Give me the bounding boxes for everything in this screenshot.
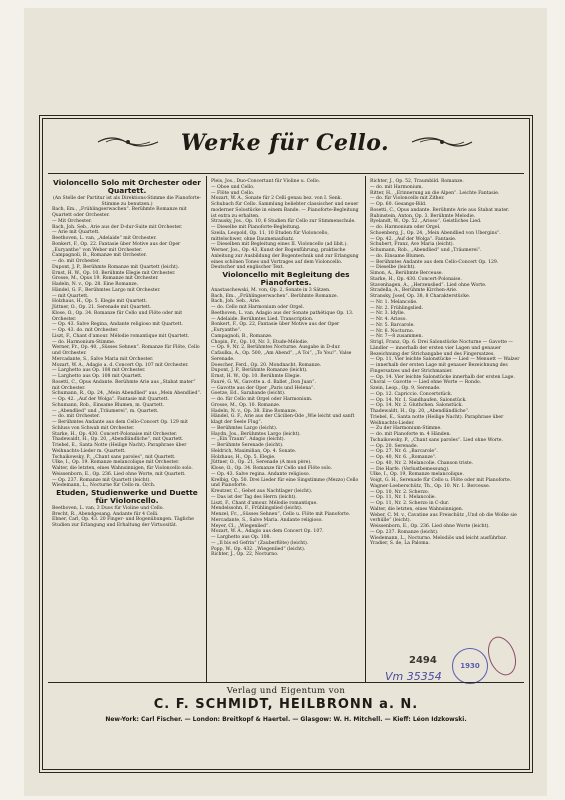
catalog-entry: Schubach für Cello. Sammlung beliebter classischer und neuer moderner Solostücke in einem Bande. — Pianoforte-Begleitung ist extra zu erhalten. bbox=[211, 202, 359, 219]
catalog-columns bbox=[48, 176, 524, 682]
catalog-entry: — Op. 11, Vier leichte Salonstücke — Lied — Menuett — Walzer — innerhalb der ersten Lage mit genauer Bezeichnung des Fingersatzes und der Strichmanier. bbox=[370, 357, 520, 374]
catalog-entry: Rosetti, C., Opus andante. Berühmte Arie aus Stabat mater. bbox=[370, 207, 510, 213]
library-seal-stamp: 1930 bbox=[452, 648, 488, 684]
catalog-entry: — Op. 11, Nr. 1. Melancolie. bbox=[370, 495, 436, 501]
catalog-entry: Ebner, Carl, Op. 43. 20 Finger- und Bogenübungen. Tägliche Studien zur Erlangung und Erhaltung der Virtuosität. bbox=[52, 517, 194, 529]
catalog-entry: Schumann, Rob., „Abendlied“ und „Träumerei“. bbox=[370, 248, 482, 253]
catalog-entry: — do. Harmonium oder Orgel. bbox=[370, 225, 441, 230]
catalog-entry: Händel, G. F., Arie aus der Cäcilien-Ode „Wie leicht und sanft klagt der Seele Flug“. bbox=[211, 414, 355, 426]
catalog-entry: — Op. 43. do. mit Orchester. bbox=[52, 328, 119, 334]
catalog-entry: Stradella, A., Berühmte Kirchen-Arie. bbox=[370, 288, 458, 294]
column-2 bbox=[206, 176, 365, 682]
catalog-entry: Szeila, Leopold, Op. 11, 10 Etuden für Violoncello, mittelschwer, ohne Daumenaufsatz. bbox=[211, 230, 329, 242]
catalog-entry: Dupont, J. P., Berühmte Romanze mit Quartett (leicht). bbox=[52, 264, 180, 270]
catalog-entry: — Nr. 4. Arioso. bbox=[370, 317, 407, 322]
catalog-entry: — do. mit Harmonium. bbox=[370, 184, 423, 190]
catalog-entry: Ryelandt, W., Op. 52. „Arioso“. Geistliches Lied. bbox=[370, 219, 482, 225]
catalog-entry: — Op. 40, Nr. 2. Melancolie. Chanson triste. bbox=[370, 460, 474, 466]
catalog-entry: Schoenberg, J., Op. 24, „Mein Abendlied von Ubergins“. bbox=[370, 230, 501, 236]
catalog-entry: Tschaikowsky, P., „Chant sans paroles“, mit Quartett. bbox=[52, 454, 176, 460]
catalog-entry: Voigt, G. H., Serenade für Cello u. Flöte oder mit Pianoforte. bbox=[370, 478, 512, 483]
entry-list bbox=[52, 506, 202, 529]
column-3 bbox=[365, 176, 524, 682]
catalog-entry: Grosse, M., Opus 19. Romanze mit Orchester. bbox=[52, 276, 159, 282]
catalog-entry: Doescher, Ferd., Op. 20. Mondnacht. Romanze. bbox=[211, 362, 322, 368]
catalog-entry: — Nr. 7—8 zusammen. bbox=[370, 334, 423, 340]
catalog-entry: — „Il bis ed Gefrin“ (Zauberflöte) (leicht). bbox=[211, 540, 309, 546]
catalog-entry: Jüttner, O., Op. 21, Serenade (A mon père). bbox=[211, 460, 312, 466]
catalog-entry: — Op. 9, Nr. 2, Berühmtes Nocturne. Ausgabe in D-dur. bbox=[211, 345, 341, 351]
catalog-entry: Krelbig, Op. 50. Drei Lieder für eine Singstimme (Mezzo) Cello und Pianoforte. bbox=[211, 477, 359, 489]
catalog-entry: Weissenborn, E., Op. 236. Lied ohne Worte, mit Quartett. bbox=[52, 471, 186, 477]
catalog-entry: — do. Cello mit Harmonium oder Orgel. bbox=[211, 305, 305, 311]
catalog-entry: — Zu der Harmonium-Stimme. bbox=[370, 426, 442, 432]
catalog-entry: Triebel, E., Santa notte (Heilige Nacht). Paraphrase über Weihnachts-Lieder. bbox=[370, 414, 504, 426]
catalog-entry: — Arie mit Quartett. bbox=[52, 230, 100, 236]
section-heading: Etuden, Studienwerke und Duette für Violoncello. bbox=[56, 488, 198, 506]
catalog-entry: Schumann, R., Op. 24, „Mein Abendlied“ aus „Mein Abendlied“. bbox=[52, 391, 202, 397]
catalog-entry: — Nr. 6. Nocturno. bbox=[370, 328, 414, 334]
catalog-entry: Bach, Em., „Frühlingserwachen“. Berühmte Romanze. bbox=[211, 293, 339, 299]
catalog-entry: — Op. 12. Capriccio. Concertstück. bbox=[370, 391, 453, 397]
catalog-entry: Klose, O., Op. 34. Romanze für Cello und Flöte oder mit Orchester. bbox=[52, 310, 183, 322]
catalog-entry: Mendelssohn, F., Frühlingslied (leicht). bbox=[211, 506, 303, 512]
catalog-entry: Liszt, F., Chant d'amour. Mélodie romantique mit Quartett. bbox=[52, 333, 190, 339]
catalog-entry: Rosetti, C., Opus Andante. Berühmte Arie aus „Stabat mater“ mit Orchester. bbox=[52, 379, 196, 391]
catalog-entry: — do. mit Pianoforte m. 4 Händen. bbox=[370, 432, 451, 437]
catalog-entry: Campagnoli, B., Romanze. bbox=[211, 333, 273, 339]
catalog-entry: — Dieselben mit Begleitung eines II. Violoncello (ad libit.). bbox=[211, 242, 348, 248]
catalog-entry: Beethoven, L. van, 3 Duos für Violine und Cello. bbox=[52, 505, 164, 511]
catalog-entry: — Nr. 3. Idylle. bbox=[370, 311, 405, 317]
catalog-entry: Liszt, F., Chant d'amour. Mélodie romantique. bbox=[211, 500, 318, 506]
catalog-entry: Ulke, I., Op. 19. Romanze melancolique mit Orchester. bbox=[52, 460, 180, 466]
catalog-entry: Ernst, H. W., Op. 10. Berühmte Elegie. bbox=[211, 374, 301, 380]
section-heading: Violoncello Solo mit Orchester oder Quartett. bbox=[53, 178, 201, 196]
catalog-entry: — Das ist der Tag des Herrn (leicht). bbox=[211, 494, 297, 500]
catalog-entry: Werner, Jos., Op. 43, Kunst der Bogenführung, praktische Anleitung zur Ausbildung der Bogentechnik und zur Erlangung eines schönen Tones und Vortrages auf dem Violoncello. Deutscher und englischer Text. bbox=[211, 248, 359, 271]
entry-list bbox=[370, 179, 520, 547]
catalog-entry: Jüttner, O., Op. 21. Serenade mit Quartett. bbox=[52, 305, 152, 311]
catalog-entry: — Op. 40, Nr. 6. „Romanze“. bbox=[370, 455, 437, 460]
catalog-entry: Weber, C. M. v., Cavatine aus Freischütz „Und ob die Wolke sie verhülle“ (leicht). bbox=[370, 512, 517, 524]
catalog-entry: — Op. 27. Nr. 6. „Barcarole“. bbox=[370, 449, 438, 455]
catalog-entry: Starke, H., Op. 430. Concert-Polonaise. bbox=[370, 276, 462, 282]
catalog-entry: — Op. 237. Romanze (leicht). bbox=[370, 529, 439, 535]
catalog-entry: Bach, Em., „Frühlingserwachen“. Berühmte Romanze mit Quartett oder Orchester. bbox=[52, 207, 187, 219]
catalog-entry: Holzhaus, H., Op. 5. Elegie mit Quartett. bbox=[52, 299, 148, 305]
catalog-entry: — Oboe und Cello. bbox=[211, 184, 255, 190]
catalog-entry: Bach, Joh. Seb., Arie. bbox=[211, 299, 261, 305]
catalog-entry: Szein, Leop., Op. 9, Serenade. bbox=[370, 386, 441, 391]
catalog-entry: Mozart, W. A., Adagio aus dem Concert Op. 107. bbox=[211, 529, 324, 535]
entry-list bbox=[211, 179, 361, 271]
catalog-entry: — do. Harmonium-Stimme. bbox=[52, 339, 116, 345]
catalog-entry: Richter, J., Op. 22, Nocturno. bbox=[211, 552, 279, 558]
catalog-entry: — Berühmtes Andante aus dem Cello-Concert Op. 129 mit Schluss von Schwab mit Orchester. bbox=[52, 420, 188, 431]
catalog-entry: — do. Einsame Blumen. bbox=[370, 253, 426, 259]
catalog-entry: — Op. 20. Serenade. bbox=[370, 443, 419, 449]
catalog-entry: Richter, J., Op. 52, Traumbild. Romanze. bbox=[370, 179, 464, 184]
catalog-entry: Hadeln, N. v., Op. 38. Eine Romanze. bbox=[211, 408, 298, 414]
catalog-entry: — Mit Orchester. bbox=[52, 218, 92, 224]
ornament-right-icon bbox=[410, 134, 474, 150]
entry-list bbox=[52, 207, 202, 489]
catalog-entry: Dupont, J. P., Berühmte Romanze (leicht). bbox=[211, 368, 308, 374]
catalog-entry: Popp, W., Op. 432. „Wiegenlied“ (leicht). bbox=[211, 546, 306, 552]
catalog-entry: Weissenborn, E., Op. 236. Lied ohne Worte (leicht). bbox=[370, 524, 490, 529]
catalog-entry: Stransky, Josef, Op. 38, 8 Charakterstücke. bbox=[370, 294, 471, 299]
catalog-entry: Beethoven, L. van, „Adelaide“ mit Orchester. bbox=[52, 236, 157, 242]
catalog-entry: — Gavotte aus der Oper „Paris und Helena“. bbox=[211, 385, 315, 391]
catalog-entry: Chopin, Fr., Op. 10, Nr. 3, Etude-Mélodie. bbox=[211, 339, 309, 345]
catalog-entry: Rubinstein, Anton, Op. 3. Berühmte Melodie. bbox=[370, 213, 476, 219]
catalog-entry: — Berühmtes Andante aus dem Cello-Concert Op. 129. bbox=[370, 259, 499, 265]
catalog-entry: Thadewaldt, H., Op. 20, „Abendländliche“. bbox=[370, 409, 470, 414]
catalog-entry: Fauré, G. W., Gavotte a. d. Ballet „Don Juan“. bbox=[211, 379, 316, 385]
entry-list bbox=[211, 288, 361, 558]
catalog-entry: — Op. 14. Nr. 2. Gluthchen. Salonstück. bbox=[370, 403, 464, 409]
top-rule bbox=[48, 173, 524, 174]
catalog-entry: Schumann, Rob., Einsame Blumen, m. Quartett. bbox=[52, 402, 164, 408]
catalog-entry: Menzel, Fr., „Süsses Sehnen“, Cello u. Flöte mit Pianoforte. bbox=[211, 512, 351, 518]
catalog-entry: Mercadante, S., Salve Maria. Andante religioso. bbox=[211, 517, 323, 523]
catalog-entry: Thadewaldt, H., Op. 20, „Abendländliche“, mit Quartett. bbox=[52, 437, 184, 443]
catalog-entry: — Op. 43. Salve Regina, Andante religioso mit Quartett. bbox=[52, 322, 183, 328]
catalog-entry: — do. für Cello mit Orgel oder Harmonium. bbox=[211, 397, 313, 403]
catalog-entry: Yradier, S. de, La Paloma. bbox=[370, 541, 430, 547]
catalog-entry: — Op. 237. Romanze mit Quartett (leicht). bbox=[52, 477, 151, 483]
catalog-entry: Tschaikowsky, P., „Chant sans paroles“. Lied ohne Worte. bbox=[370, 437, 503, 443]
catalog-entry: — mit Quartett. bbox=[52, 293, 89, 299]
catalog-entry: Mercadante, S., Salve Maria mit Orchester. bbox=[52, 356, 154, 362]
catalog-entry: — Op. 10, Nr. 2. Scherzo. bbox=[370, 489, 430, 495]
catalog-entry: Mozart, W. A., Adagio a. d. Concert Op. 107 mit Orchester. bbox=[52, 362, 189, 368]
catalog-entry: — Dieselbe (leicht). bbox=[370, 265, 416, 271]
catalog-entry: — Nr. 1. Melancolie. bbox=[370, 299, 418, 305]
catalog-entry: Klose, O., Op. 34. Romanze für Cello und Flöte solo. bbox=[211, 466, 333, 472]
catalog-entry: Campagnoli, B., Romanze mit Orchester. bbox=[52, 253, 147, 259]
catalog-entry: — Larghetto aus Op. 108 mit Orchester. bbox=[52, 368, 146, 374]
catalog-entry: — Op. 42. „Auf der Wolga“. Fantasie. bbox=[370, 236, 457, 242]
catalog-entry: — do. mit Orchester. bbox=[52, 414, 101, 420]
catalog-entry: Kreutzer, C., Gebet aus Nachtlager (leicht). bbox=[211, 489, 313, 495]
catalog-entry: Holzhaus, H., Op. 5. Elegie. bbox=[211, 454, 276, 460]
catalog-entry: — Flöte und Cello. bbox=[211, 190, 255, 196]
catalog-entry: Goetze, Ed., Sarabande (leicht). bbox=[211, 391, 286, 397]
catalog-entry: — Op. 11, Nr. 2. Scherzo in C-dur. bbox=[370, 501, 450, 506]
catalog-header bbox=[42, 124, 528, 166]
catalog-entry: Walter, die letzten, eines Wahnsinnigen. bbox=[370, 506, 464, 512]
catalog-entry: Walter, die letzten, eines Wahnsinnigen, für Violoncello solo. bbox=[52, 466, 193, 472]
catalog-entry: Wiedemann, L., Nocturno. Melodiös und leicht ausführbar. bbox=[370, 535, 507, 541]
catalog-entry: Simon, A., Berühmte Berceuse. bbox=[370, 271, 443, 276]
catalog-entry: Anastaschewski, M. von, Op. 2, Sonate in 3 Sätzen. bbox=[211, 287, 331, 293]
catalog-entry: Pleis, Jos., Duo-Concertant für Violine u. Cello. bbox=[211, 179, 320, 184]
catalog-number-stamp: 2494 bbox=[409, 655, 437, 666]
catalog-entry: — Nr. 5. Barcarole. bbox=[370, 322, 415, 328]
bottom-rule bbox=[48, 682, 524, 683]
catalog-entry: Ritter, H., „Erinnerung an die Alpen“. Leichte Fantasie. bbox=[370, 190, 500, 196]
catalog-entry: Mozart, W. A., Sonate für 2 Celli genau bez. von I. Senk. bbox=[211, 196, 342, 202]
catalog-entry: Triebel, E., Santa Notte (Heilige Nacht). Paraphrase über Weihnachts-Lieder m. Quartett. bbox=[52, 443, 187, 454]
publisher-intro: Verlag und Eigentum von bbox=[226, 686, 346, 696]
catalog-entry: — do. für Violoncello mit Zither. bbox=[370, 196, 445, 202]
catalog-entry: — Op. 14. Nr. 1. Sandhaufen. Salonstück. bbox=[370, 397, 467, 403]
catalog-entry: — Op. 42. „Auf der Wolga“. Fantasie mit Quartett. bbox=[52, 397, 169, 403]
catalog-entry: Beethoven, L. van, Adagio aus der Sonate pathétique Op. 13. bbox=[211, 310, 354, 316]
catalog-entry: Heldrich, Maximilian, Op. 4. Sonate. bbox=[211, 448, 297, 454]
catalog-entry: — Berühmte Serenade (leicht). bbox=[211, 443, 284, 449]
catalog-entry: — Larghetto aus Op. 108 mit Quartett. bbox=[52, 374, 143, 380]
catalog-entry: Ulke, I., Op. 19, Romanze melancolique. bbox=[370, 472, 464, 478]
section-heading: Violoncello mit Begleitung des Pianofortes. bbox=[222, 270, 350, 288]
catalog-entry: Händel, G. F., Berühmtes Largo mit Orchester. bbox=[52, 287, 161, 293]
catalog-entry: Wiedemann, L., Nocturne für Cello m. Orch. bbox=[52, 483, 156, 489]
catalog-entry: — Dieselbe mit Pianoforte-Begleitung. bbox=[211, 225, 301, 230]
catalog-entry: Schubert, Franz, Ave Maria (leicht). bbox=[370, 242, 454, 248]
catalog-entry: — Berühmtes Largo (leicht). bbox=[211, 425, 278, 431]
catalog-entry: — „Ein Traum“. Adagio (leicht). bbox=[211, 437, 285, 443]
library-signature: Vm 35354 bbox=[385, 670, 442, 683]
catalog-entry: Hadeln, N. v., Op. 28. Eine Romanze. bbox=[52, 282, 139, 288]
catalog-entry: Wagner-Loeberschütz, Th., Op. 10. Nr. 1. Berceuse. bbox=[370, 483, 491, 489]
page-title: Werke für Cello. bbox=[180, 130, 390, 156]
catalog-entry: Strausky, Jos., Op. 10, 6 Studien für Cello zur Stimmenschule. bbox=[211, 219, 356, 225]
catalog-entry: Ernst, H. W., Op. 10. Berühmte Elegie mit Orchester. bbox=[52, 270, 176, 276]
catalog-entry: Bonkert, F., Op. 22. Fantasie über Motive aus der Oper „Euryanthe“ von Weber mit Orchester. bbox=[52, 241, 181, 253]
catalog-entry: — Op. 60. Gesangs-Bild. bbox=[370, 202, 427, 207]
catalog-entry: Werner, Fr., Op. 40, „Süsses Sehnen“. Romanze für Flöte, Cello und Orchester. bbox=[52, 345, 200, 357]
section-note: (An Stelle der Partitur ist als Direktions-Stimme die Pianoforte-Stimme zu benutzen.) bbox=[53, 195, 201, 207]
catalog-entry: — Nr. 2. Frühlingslied. bbox=[370, 305, 424, 311]
catalog-entry: — Op. 14. Vier leichte Salonstücke innerhalb der ersten Lage. Choral — Gavotte — Lied ohne Worte — Rondo. bbox=[370, 374, 515, 386]
column-1 bbox=[48, 176, 206, 682]
publisher-name: C. F. SCHMIDT, HEILBRONN a. N. bbox=[153, 697, 419, 712]
catalog-entry: Strigl, Franz, Op. 6. Drei Salonstücke Nocturne — Gavotte — Ländler — innerhalb der ersten vier Lagen und genauer Bezeichnung der Strichangabe und des Fingersatzes. bbox=[370, 340, 513, 357]
catalog-entry: — Op. 43. Salve regina. Andante religioso. bbox=[211, 471, 310, 477]
catalog-entry: — Adelaide. Berühmtes Lied. Transcription. bbox=[211, 316, 314, 322]
catalog-entry: — Larghetto aus Op. 108. bbox=[211, 535, 271, 541]
catalog-entry: Haydn, Jos., Berühmtes Largo (leicht). bbox=[211, 431, 301, 437]
catalog-entry: Grosse, M., Op. 10. Romanze. bbox=[211, 402, 281, 408]
catalog-entry: — do. mit Orchester. bbox=[52, 259, 101, 265]
catalog-entry: Bonkert, F., Op. 22, Fantasie über Motive aus der Oper „Euryanthe“. bbox=[211, 322, 340, 334]
catalog-entry: Cafaulka, A., Op. 500, „Am Abend“, „A Toi“, „To You!“. Valse Serenade. bbox=[211, 351, 352, 362]
catalog-entry: Starke, H., Op. 430. Concert-Polonaise mit Orchester. bbox=[52, 431, 178, 437]
publisher-agents: New-York: Carl Fischer. — London: Breitkopf & Haertel. — Glasgow: W. H. Mitchell. — Kieff: Léon Idzkowski. bbox=[105, 716, 467, 723]
catalog-entry: Brecht, R., Abendgesang. Andante für 4 Celli. bbox=[52, 511, 159, 517]
catalog-entry: Stavenhagen, A., „Herzenslied“. Lied ohne Worte. bbox=[370, 282, 487, 288]
catalog-entry: Bach, Joh. Seb., Arie aus der D-dur-Suite mit Orchester. bbox=[52, 224, 183, 230]
catalog-entry: — Die Harfe. (Verlustbemessung). bbox=[370, 466, 450, 472]
catalog-entry: — „Abendlied“ und „Träumerei“, m. Quartett. bbox=[52, 408, 159, 414]
catalog-entry: Meyer, Cl., „Wiegenlied“. bbox=[211, 523, 270, 529]
